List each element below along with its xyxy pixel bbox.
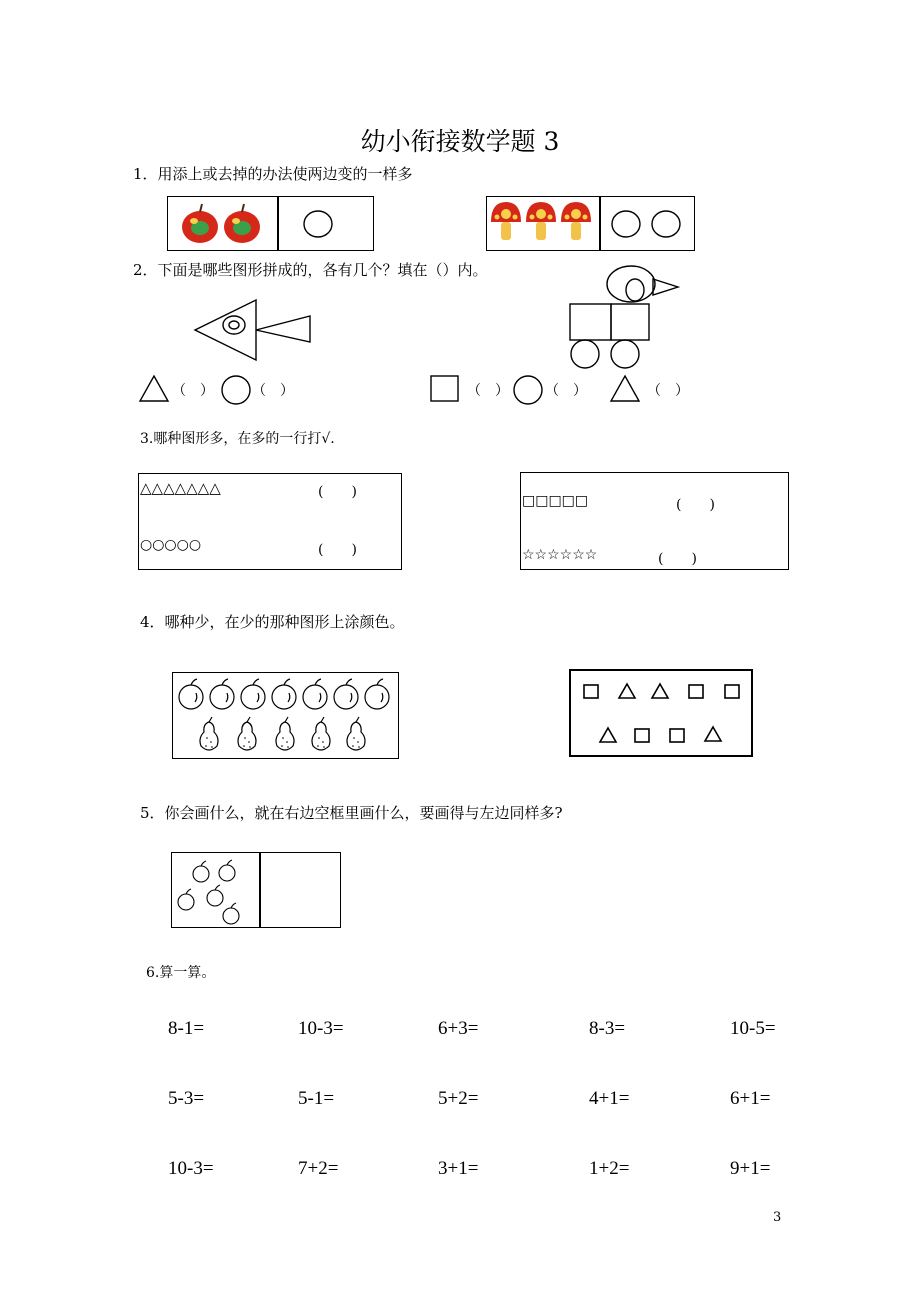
page-number: 3	[773, 1210, 782, 1225]
calc-item: 8-1=	[168, 1018, 205, 1039]
page-title: 幼小衔接数学题 3	[360, 127, 560, 156]
calc-item: 10-3=	[298, 1018, 344, 1039]
mushroom-icon	[526, 202, 556, 240]
answer-paren-triangle-2[interactable]: （ ）	[647, 383, 689, 399]
pear-dots	[205, 737, 360, 748]
calc-item: 4+1=	[589, 1088, 630, 1109]
q5-apples-group	[173, 854, 258, 926]
mushroom-icon	[561, 202, 591, 240]
q4-fruit-group	[176, 676, 396, 756]
calc-item: 3+1=	[438, 1158, 479, 1179]
q1-circles-icon	[608, 208, 688, 240]
q3-left-paren-2[interactable]: ( )	[318, 542, 357, 558]
circle-icon	[512, 373, 546, 407]
triangle-icon	[609, 373, 643, 403]
question-4: 4．哪种少，在少的那种图形上涂颜色。	[140, 613, 405, 631]
apple-outline-icon	[179, 679, 389, 709]
calc-item: 5-1=	[298, 1088, 335, 1109]
calc-item: 9+1=	[730, 1158, 771, 1179]
fish-figure-icon	[190, 292, 320, 372]
calc-item: 7+2=	[298, 1158, 339, 1179]
question-3: 3.哪种图形多，在多的一行打√.	[140, 431, 335, 447]
calc-item: 10-5=	[730, 1018, 776, 1039]
answer-paren-square[interactable]: （ ）	[467, 383, 509, 399]
q3-left-paren-1[interactable]: ( )	[318, 484, 357, 500]
triangle-icon	[619, 684, 635, 698]
q4-shapes-group	[575, 676, 750, 751]
square-icon	[725, 685, 739, 698]
calc-item: 6+1=	[730, 1088, 771, 1109]
pear-outline-icon	[200, 717, 365, 750]
triangle-icon	[138, 373, 172, 403]
question-1: 1．用添上或去掉的办法使两边变的一样多	[133, 165, 413, 183]
q3-stars-row: ☆☆☆☆☆☆	[522, 547, 598, 563]
square-icon	[635, 729, 649, 742]
apple-icon	[182, 204, 218, 243]
question-6: 6.算一算。	[146, 965, 216, 981]
q3-circles-row: ○○○○○	[140, 537, 202, 553]
triangle-icon	[652, 684, 668, 698]
calc-item: 8-3=	[589, 1018, 626, 1039]
triangle-icon	[705, 727, 721, 741]
apple-outline-icon	[178, 894, 194, 910]
q1-left-divider	[277, 196, 279, 251]
apple-icon	[224, 204, 260, 243]
q3-right-paren-1[interactable]: ( )	[676, 497, 715, 513]
square-icon	[429, 374, 463, 404]
apple-icon-group	[178, 202, 268, 246]
square-icon	[689, 685, 703, 698]
square-icon	[670, 729, 684, 742]
question-5: 5．你会画什么，就在右边空框里画什么，要画得与左边同样多?	[140, 804, 563, 822]
apple-outline-icon	[193, 866, 209, 882]
answer-paren-triangle[interactable]: （ ）	[172, 383, 214, 399]
apple-outline-icon	[223, 908, 239, 924]
calc-item: 10-3=	[168, 1158, 214, 1179]
q3-squares-row: □□□□□	[522, 493, 589, 509]
circle-icon	[220, 373, 254, 407]
apple-outline-icon	[207, 890, 223, 906]
q5-divider	[259, 852, 261, 928]
calc-item: 5+2=	[438, 1088, 479, 1109]
apple-outline-icon	[219, 865, 235, 881]
calc-item: 6+3=	[438, 1018, 479, 1039]
square-icon	[584, 685, 598, 698]
q1-circle-icon	[300, 208, 336, 240]
bird-car-figure-icon	[565, 265, 685, 373]
mushroom-icon	[491, 202, 521, 240]
mushroom-icon-group	[488, 198, 598, 250]
calc-item: 5-3=	[168, 1088, 205, 1109]
answer-paren-circle[interactable]: （ ）	[252, 383, 294, 399]
q1-right-divider	[599, 196, 601, 251]
q3-right-paren-2[interactable]: ( )	[658, 551, 697, 567]
q3-triangles-row: △△△△△△△	[140, 479, 221, 497]
calc-item: 1+2=	[589, 1158, 630, 1179]
triangle-icon	[600, 728, 616, 742]
answer-paren-circle-2[interactable]: （ ）	[545, 383, 587, 399]
question-2: 2．下面是哪些图形拼成的，各有几个？填在（）内。	[133, 261, 488, 279]
